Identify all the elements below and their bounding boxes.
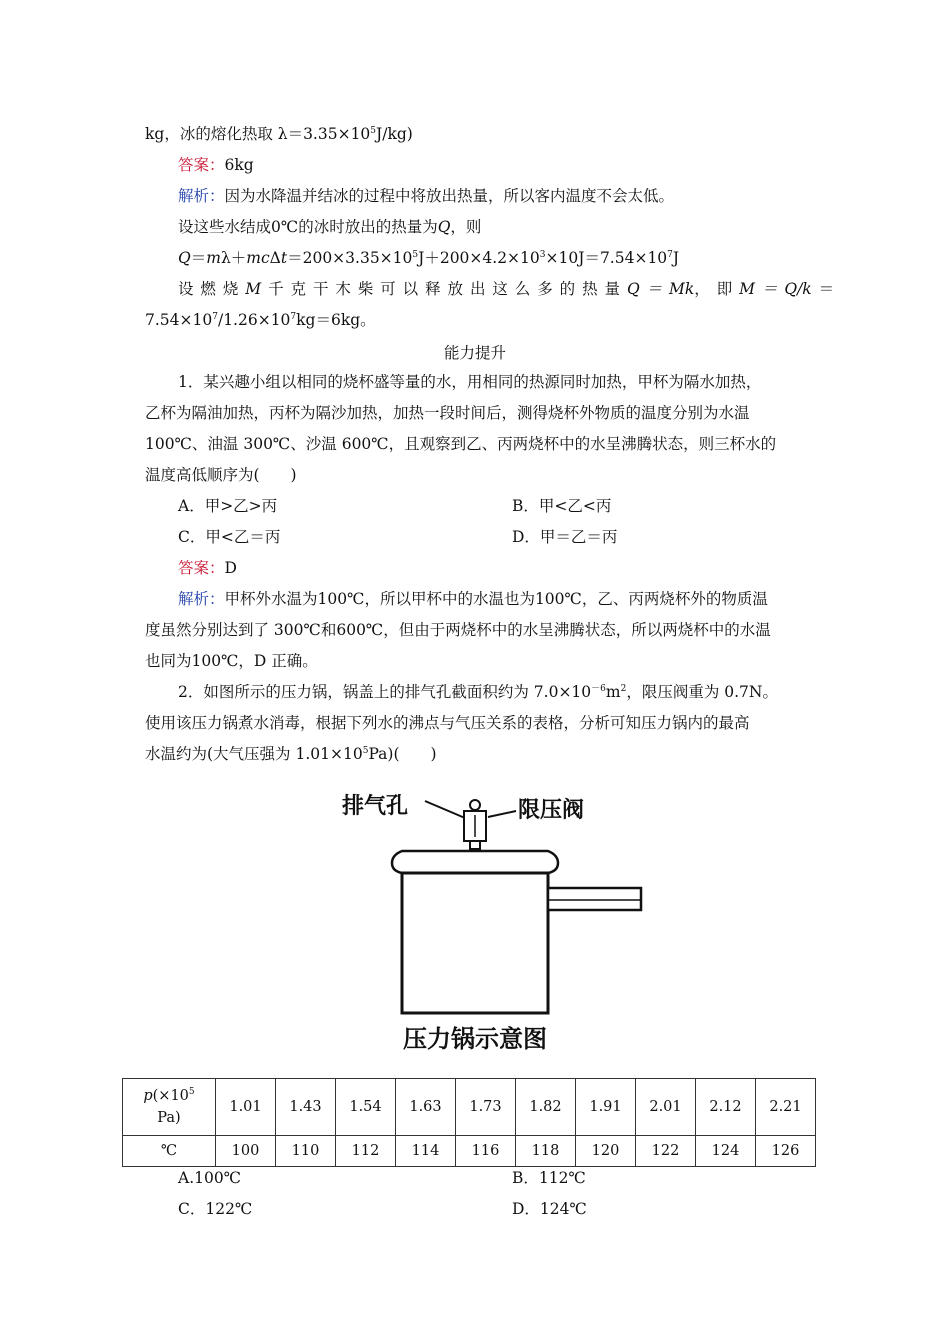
boiling-point-table [122,1078,816,1167]
temperature-cell: 118 [516,1136,576,1167]
q2-option-b: B．112℃ [512,1169,586,1187]
q1-option-d: D．甲＝乙＝丙 [512,528,618,546]
q1-explanation-2: 度虽然分别达到了 300℃和600℃，但由于两烧杯中的水呈沸腾状态，所以两烧杯中的水温 [145,621,771,639]
figure-caption: 压力锅示意图 [403,1025,547,1053]
q1-option-a: A．甲>乙>丙 [178,497,278,515]
pressure-cell: 1.91 [576,1079,636,1136]
prev-question-tail: kg，冰的熔化热取 $\lambda=3.35\times 10^5J/kg$) [145,125,413,143]
q1-line-4: 温度高低顺序为( ) [145,466,297,484]
pressure-cooker-diagram [330,785,660,1060]
section-title: 能力提升 [443,344,506,362]
prev-explanation: 解析：因为水降温并结冰的过程中将放出热量，所以客内温度不会太低。 [178,187,675,205]
pressure-cell: 2.12 [696,1079,756,1136]
cooker-handle [548,888,641,910]
q2-line-2: 使用该压力锅煮水消毒，根据下列水的沸点与气压关系的表格，分析可知压力锅内的最高 [145,714,750,732]
q1-line-2: 乙杯为隔油加热，丙杯为隔沙加热，加热一段时间后，测得烧杯外物质的温度分别为水温 [145,404,750,422]
explanation-label: 解析： [178,187,225,205]
cooker-lid [392,851,558,873]
prev-burn-line: 设 燃 烧 M 千 克 干 木 柴 可 以 释 放 出 这 么 多 的 热 量 Q ＝ Mk， 即 M ＝ Q/k ＝ [178,280,835,298]
q1-explanation-3: 也同为100℃，D 正确。 [145,652,318,670]
temperature-cell: 112 [336,1136,396,1167]
temperature-cell: 124 [696,1136,756,1167]
pressure-cell: 1.82 [516,1079,576,1136]
q1-option-b: B．甲<乙<丙 [512,497,612,515]
q2-option-c: C．122℃ [178,1200,253,1218]
q1-option-c: C．甲<乙＝丙 [178,528,281,546]
pressure-cell: 1.54 [336,1079,396,1136]
temperature-cell: 114 [396,1136,456,1167]
q2-option-a: A.100℃ [178,1169,242,1187]
temperature-cell: 100 [216,1136,276,1167]
valve-base [470,841,480,849]
label-exhaust-hole: 排气孔 [342,794,409,819]
valve-knob [470,800,480,810]
answer-label: 答案： [178,559,225,577]
table-header-pressure: $p(\times 10^5$ Pa) [123,1079,216,1136]
temperature-cell: 120 [576,1136,636,1167]
prev-setup-line: 设这些水结成0℃的冰时放出的热量为Q，则 [178,218,482,236]
pressure-cell: 1.43 [276,1079,336,1136]
table-row-temperature [123,1136,816,1167]
temperature-cell: 110 [276,1136,336,1167]
answer-label: 答案： [178,156,225,174]
label-pressure-valve: 限压阀 [518,798,585,823]
pressure-cell: 1.63 [396,1079,456,1136]
q1-line-3: 100℃、油温 300℃、沙温 600℃，且观察到乙、丙两烧杯中的水呈沸腾状态，则三杯水的 [145,435,777,453]
temperature-cell: 126 [756,1136,816,1167]
prev-formula: $Q=m\lambda+mc\Delta t=200\times 3.35\times 10^5J+200\times 4.2\times 10^3\times 10J=7.54\times 10^7J$ [178,249,680,267]
q2-option-d: D．124℃ [512,1200,587,1218]
q1-line-1: 1．某兴趣小组以相同的烧杯盛等量的水，用相同的热源同时加热，甲杯为隔水加热， [178,373,762,391]
table-row-pressure [123,1079,816,1136]
pressure-cell: 1.73 [456,1079,516,1136]
pressure-cell: 1.01 [216,1079,276,1136]
q1-answer: 答案：D [178,559,237,577]
prev-burn-line-2: $7.54\times 10^7/1.26\times 10^7kg=6kg$。 [145,311,376,329]
q2-line-3: 水温约为(大气压强为 $1.01\times 10^5Pa$)( ) [145,745,437,763]
temperature-cell: 122 [636,1136,696,1167]
pressure-cell: 2.01 [636,1079,696,1136]
pressure-cell: 2.21 [756,1079,816,1136]
prev-answer: 答案：6kg [178,156,254,174]
pointer-line-valve [488,811,516,817]
q1-explanation-1: 解析：甲杯外水温为100℃，所以甲杯中的水温也为100℃，乙、丙两烧杯外的物质温 [178,590,768,608]
pointer-line-hole [425,801,465,818]
q2-line-1: 2．如图所示的压力锅，锅盖上的排气孔截面积约为 $7.0\times 10^{-6}m^2$，限压阀重为 0.7N。 [178,683,778,701]
temperature-cell: 116 [456,1136,516,1167]
cooker-pot [402,873,548,1013]
explanation-label: 解析： [178,590,225,608]
table-header-temperature: ℃ [123,1136,216,1167]
